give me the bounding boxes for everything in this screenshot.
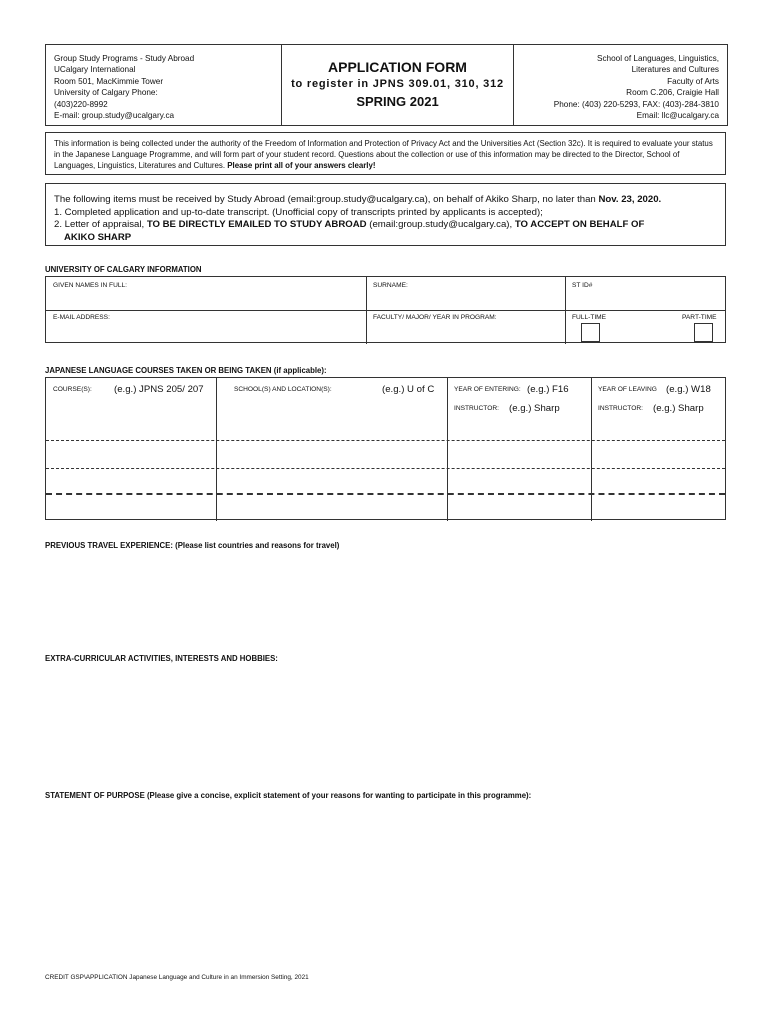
contact-line: Group Study Programs - Study Abroad bbox=[54, 54, 195, 63]
study-abroad-contact bbox=[46, 45, 282, 125]
instructor-label-2: INSTRUCTOR: bbox=[598, 405, 643, 412]
year-leaving-label: YEAR OF LEAVING bbox=[598, 386, 657, 393]
contact-line: UCalgary International bbox=[54, 65, 136, 75]
course-example: (e.g.) JPNS 205/ 207 bbox=[114, 384, 204, 395]
form-title: APPLICATION FORM bbox=[328, 59, 467, 75]
requirement-item-2-email: (email:group.study@ucalgary.ca), bbox=[369, 219, 513, 230]
requirement-item-1: 1. Completed application and up-to-date transcript. (Unofficial copy of transcripts printed by applicants is accepted); bbox=[54, 206, 543, 218]
part-time-checkbox[interactable] bbox=[694, 323, 713, 342]
year-entering-label: YEAR OF ENTERING: bbox=[454, 386, 521, 393]
form-term: SPRING 2021 bbox=[356, 94, 439, 109]
contact-line: School of Languages, Linguistics, bbox=[597, 54, 719, 63]
privacy-notice-text: This information is being collected under the authority of the Freedom of Information and Protection of Privacy Act and the Universities Act (Section 32c). It is required to evaluate your status in the Japanese Language Programme, and will form part of your student record. Questions about the collection or use of this information may be directed to the Director, School of Languages, Linguistics, Literatures and Cultures. bbox=[54, 139, 713, 170]
contact-line: University of Calgary Phone: bbox=[54, 88, 158, 98]
school-example: (e.g.) U of C bbox=[382, 384, 435, 395]
requirements-box bbox=[45, 183, 726, 246]
surname-label: SURNAME: bbox=[373, 282, 408, 289]
part-time-label: PART-TIME bbox=[682, 314, 717, 321]
requirement-item-2-emphasis: TO BE DIRECTLY EMAILED TO STUDY ABROAD bbox=[146, 219, 367, 230]
email-label: E-MAIL ADDRESS: bbox=[53, 314, 110, 321]
statement-of-purpose-heading: STATEMENT OF PURPOSE (Please give a concise, explicit statement of your reasons for wanting to participate in this programme): bbox=[45, 791, 532, 800]
privacy-notice bbox=[45, 132, 726, 175]
contact-line: Phone: (403) 220-5293, FAX: (403)-284-3810 bbox=[553, 99, 719, 109]
instructor-label-1: INSTRUCTOR: bbox=[454, 405, 499, 412]
given-names-label: GIVEN NAMES IN FULL: bbox=[53, 282, 128, 289]
uc-info-table bbox=[45, 276, 726, 343]
course-label: COURSE(S): bbox=[53, 386, 92, 393]
requirement-item-2-name: AKIKO SHARP bbox=[64, 231, 132, 243]
student-id-label: ST ID# bbox=[572, 282, 593, 289]
travel-experience-heading: PREVIOUS TRAVEL EXPERIENCE: (Please list countries and reasons for travel) bbox=[45, 541, 340, 550]
activities-heading: EXTRA-CURRICULAR ACTIVITIES, INTERESTS AND HOBBIES: bbox=[45, 654, 278, 663]
year-entering-example: (e.g.) F16 bbox=[527, 384, 569, 395]
form-title-block bbox=[282, 45, 514, 125]
faculty-label: FACULTY/ MAJOR/ YEAR IN PROGRAM: bbox=[373, 314, 497, 321]
uc-info-heading: UNIVERSITY OF CALGARY INFORMATION bbox=[45, 265, 202, 274]
full-time-label: FULL-TIME bbox=[572, 314, 607, 321]
form-header bbox=[45, 44, 728, 126]
contact-line: Faculty of Arts bbox=[667, 76, 719, 86]
form-footer: CREDIT GSP\APPLICATION Japanese Language and Culture in an Immersion Setting, 2021 bbox=[45, 974, 309, 981]
requirement-item-2: 2. Letter of appraisal, bbox=[54, 219, 145, 230]
contact-line: Room 501, MacKimmie Tower bbox=[54, 76, 164, 86]
school-contact bbox=[514, 45, 727, 125]
courses-table bbox=[45, 377, 726, 520]
full-time-checkbox[interactable] bbox=[581, 323, 600, 342]
contact-line: E-mail: group.study@ucalgary.ca bbox=[54, 111, 175, 121]
courses-heading: JAPANESE LANGUAGE COURSES TAKEN OR BEING TAKEN (if applicable): bbox=[45, 366, 327, 375]
contact-line: Literatures and Cultures bbox=[631, 65, 719, 75]
contact-line: Room C.206, Craigie Hall bbox=[626, 88, 719, 98]
year-leaving-example: (e.g.) W18 bbox=[666, 384, 711, 395]
deadline: Nov. 23, 2020. bbox=[598, 194, 662, 205]
form-subtitle: to register in JPNS 309.01, 310, 312 bbox=[291, 78, 504, 90]
instructor-example-1: (e.g.) Sharp bbox=[509, 403, 560, 414]
requirements-intro: The following items must be received by Study Abroad (email:group.study@ucalgary.ca), on behalf of Akiko Sharp, no later than bbox=[54, 194, 596, 205]
school-label: SCHOOL(S) AND LOCATION(S): bbox=[234, 386, 332, 393]
requirement-item-2-behalf: TO ACCEPT ON BEHALF OF bbox=[514, 219, 645, 230]
instructor-example-2: (e.g.) Sharp bbox=[653, 403, 704, 414]
contact-line: Email: llc@ucalgary.ca bbox=[636, 111, 719, 121]
contact-line: (403)220-8992 bbox=[54, 99, 108, 109]
print-clearly-note: Please print all of your answers clearly! bbox=[227, 161, 376, 170]
